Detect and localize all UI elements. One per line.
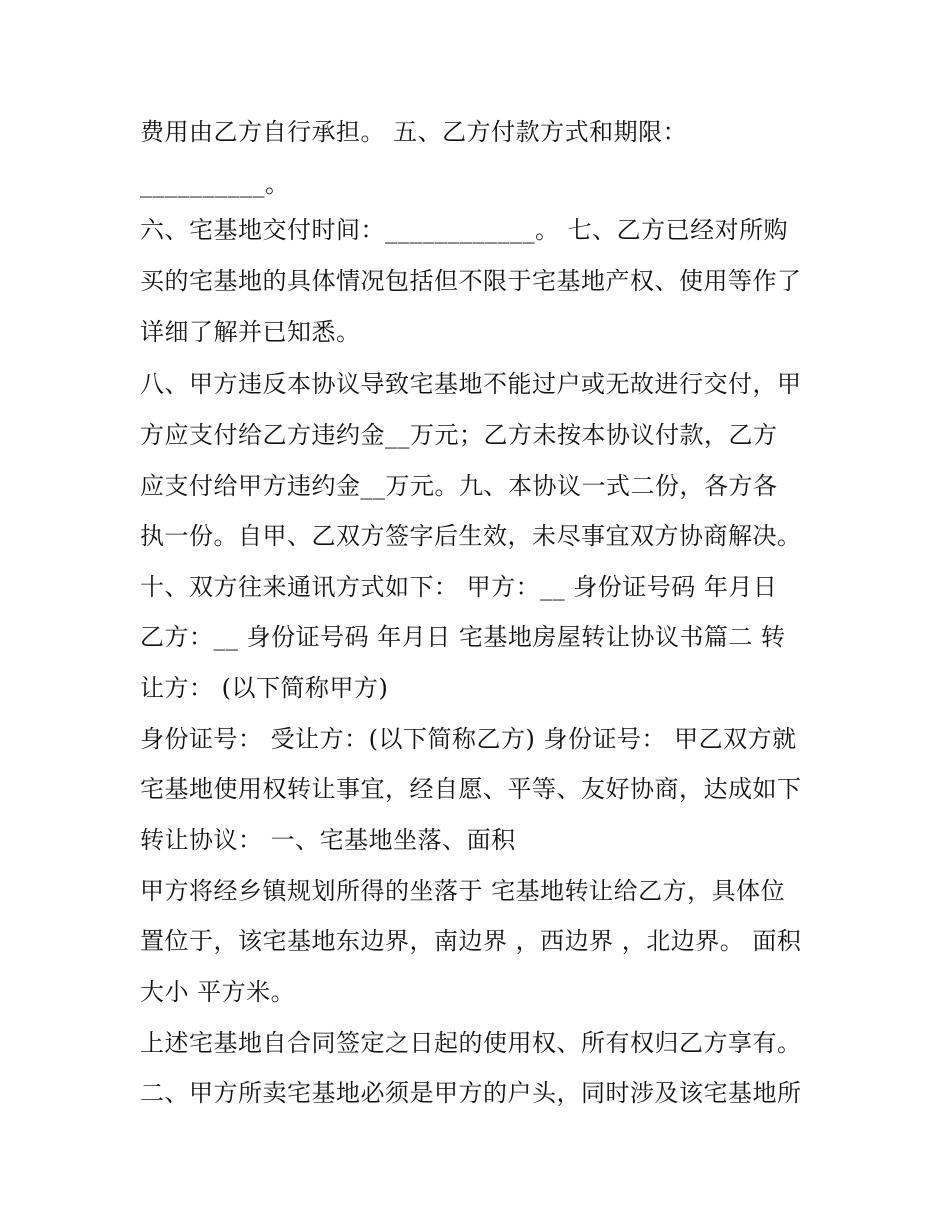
text-line: 八、甲方违反本协议导致宅基地不能过户或无故进行交付，甲 (140, 370, 802, 398)
text-line: 费用由乙方自行承担。 五、乙方付款方式和期限： (140, 118, 688, 146)
text-line: 置位于，该宅基地东边界，南边界 ，西边界 ，北边界。 面积 (140, 927, 802, 955)
text-line: 身份证号： 受让方：(以下简称乙方) 身份证号： 甲乙双方就 (140, 725, 797, 753)
text-line: 买的宅基地的具体情况包括但不限于宅基地产权、使用等作了 (140, 267, 802, 295)
text-line: 乙方：__ 身份证号码 年月日 宅基地房屋转让协议书篇二 转 (140, 623, 786, 651)
text-line: 二、甲方所卖宅基地必须是甲方的户头，同时涉及该宅基地所 (140, 1079, 802, 1107)
text-line: 上述宅基地自合同签定之日起的使用权、所有权归乙方享有。 (140, 1029, 802, 1057)
text-line: 详细了解并已知悉。 (140, 318, 361, 346)
text-line: 六、宅基地交付时间：____________。 七、乙方已经对所购 (140, 216, 789, 244)
text-line: 十、双方往来通讯方式如下： 甲方：__ 身份证号码 年月日 (140, 573, 778, 601)
text-line: 大小 平方米。 (140, 978, 296, 1006)
text-line: 应支付给甲方违约金__万元。九、本协议一式二份，各方各 (140, 472, 778, 500)
text-line: 转让协议： 一、宅基地坐落、面积 (140, 826, 516, 854)
text-line: 宅基地使用权转让事宜，经自愿、平等、友好协商，达成如下 (140, 775, 802, 803)
text-line: 执一份。自甲、乙双方签字后生效，未尽事宜双方协商解决。 (140, 522, 802, 550)
text-line: __________。 (140, 170, 290, 198)
text-line: 甲方将经乡镇规划所得的坐落于 宅基地转让给乙方，具体位 (140, 877, 786, 905)
text-line: 方应支付给乙方违约金__万元；乙方未按本协议付款，乙方 (140, 421, 778, 449)
text-line: 让方： (以下简称甲方) (140, 674, 389, 702)
